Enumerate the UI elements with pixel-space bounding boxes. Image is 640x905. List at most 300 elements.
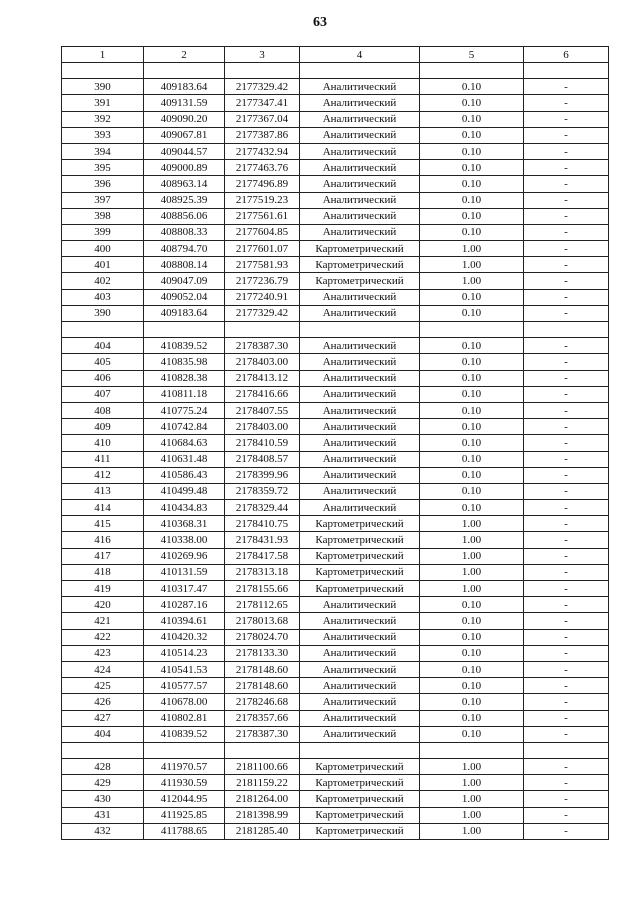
column-header: 3 xyxy=(225,47,300,63)
table-row xyxy=(62,435,609,451)
accuracy-cell: 0.10 xyxy=(420,386,524,402)
method-cell: Картометрический xyxy=(300,516,420,532)
point-number-cell: 404 xyxy=(62,726,144,742)
point-number-cell: 428 xyxy=(62,759,144,775)
point-number-cell: 422 xyxy=(62,629,144,645)
accuracy-cell: 0.10 xyxy=(420,289,524,305)
note-cell: - xyxy=(524,435,609,451)
table-row xyxy=(62,192,609,208)
y-coordinate-cell: 2177236.79 xyxy=(225,273,300,289)
point-number-cell: 432 xyxy=(62,823,144,839)
y-coordinate-cell: 2178408.57 xyxy=(225,451,300,467)
x-coordinate-cell: 409067.81 xyxy=(144,127,225,143)
x-coordinate-cell: 410317.47 xyxy=(144,581,225,597)
method-cell: Аналитический xyxy=(300,467,420,483)
y-coordinate-cell: 2178313.18 xyxy=(225,564,300,580)
x-coordinate-cell: 410678.00 xyxy=(144,694,225,710)
note-cell: - xyxy=(524,370,609,386)
point-number-cell: 392 xyxy=(62,111,144,127)
table-row xyxy=(62,95,609,111)
method-cell: Аналитический xyxy=(300,402,420,418)
x-coordinate-cell: 410742.84 xyxy=(144,419,225,435)
table-body xyxy=(62,63,609,840)
table-row xyxy=(62,354,609,370)
y-coordinate-cell: 2177367.04 xyxy=(225,111,300,127)
note-cell: - xyxy=(524,354,609,370)
y-coordinate-cell: 2181398.99 xyxy=(225,807,300,823)
x-coordinate-cell: 410499.48 xyxy=(144,483,225,499)
point-number-cell: 404 xyxy=(62,338,144,354)
accuracy-cell: 0.10 xyxy=(420,694,524,710)
x-coordinate-cell: 411925.85 xyxy=(144,807,225,823)
point-number-cell: 401 xyxy=(62,257,144,273)
y-coordinate-cell: 2178399.96 xyxy=(225,467,300,483)
table-row xyxy=(62,694,609,710)
method-cell: Картометрический xyxy=(300,532,420,548)
y-coordinate-cell: 2177604.85 xyxy=(225,224,300,240)
table-row xyxy=(62,710,609,726)
note-cell: - xyxy=(524,613,609,629)
accuracy-cell: 1.00 xyxy=(420,273,524,289)
accuracy-cell: 0.10 xyxy=(420,305,524,321)
table-row xyxy=(62,257,609,273)
table-row xyxy=(62,645,609,661)
point-number-cell: 402 xyxy=(62,273,144,289)
y-coordinate-cell: 2177601.07 xyxy=(225,241,300,257)
method-cell: Аналитический xyxy=(300,224,420,240)
table-row xyxy=(62,160,609,176)
note-cell: - xyxy=(524,111,609,127)
accuracy-cell: 0.10 xyxy=(420,500,524,516)
table-row xyxy=(62,419,609,435)
table-row xyxy=(62,597,609,613)
empty-cell xyxy=(300,63,420,79)
y-coordinate-cell: 2177329.42 xyxy=(225,79,300,95)
point-number-cell: 408 xyxy=(62,402,144,418)
accuracy-cell: 0.10 xyxy=(420,95,524,111)
accuracy-cell: 0.10 xyxy=(420,192,524,208)
x-coordinate-cell: 412044.95 xyxy=(144,791,225,807)
x-coordinate-cell: 409131.59 xyxy=(144,95,225,111)
y-coordinate-cell: 2178013.68 xyxy=(225,613,300,629)
point-number-cell: 418 xyxy=(62,564,144,580)
x-coordinate-cell: 410420.32 xyxy=(144,629,225,645)
table-row xyxy=(62,807,609,823)
x-coordinate-cell: 410514.23 xyxy=(144,645,225,661)
y-coordinate-cell: 2178407.55 xyxy=(225,402,300,418)
accuracy-cell: 0.10 xyxy=(420,613,524,629)
x-coordinate-cell: 410269.96 xyxy=(144,548,225,564)
accuracy-cell: 0.10 xyxy=(420,127,524,143)
table-row xyxy=(62,143,609,159)
point-number-cell: 411 xyxy=(62,451,144,467)
note-cell: - xyxy=(524,419,609,435)
x-coordinate-cell: 410839.52 xyxy=(144,338,225,354)
point-number-cell: 391 xyxy=(62,95,144,111)
point-number-cell: 395 xyxy=(62,160,144,176)
table-row xyxy=(62,111,609,127)
method-cell: Аналитический xyxy=(300,435,420,451)
point-number-cell: 397 xyxy=(62,192,144,208)
method-cell: Аналитический xyxy=(300,645,420,661)
column-header: 4 xyxy=(300,47,420,63)
point-number-cell: 396 xyxy=(62,176,144,192)
accuracy-cell: 1.00 xyxy=(420,516,524,532)
accuracy-cell: 0.10 xyxy=(420,645,524,661)
method-cell: Аналитический xyxy=(300,661,420,677)
accuracy-cell: 1.00 xyxy=(420,823,524,839)
table-row xyxy=(62,273,609,289)
note-cell: - xyxy=(524,273,609,289)
y-coordinate-cell: 2181100.66 xyxy=(225,759,300,775)
y-coordinate-cell: 2178410.59 xyxy=(225,435,300,451)
method-cell: Аналитический xyxy=(300,95,420,111)
table-row xyxy=(62,79,609,95)
x-coordinate-cell: 410811.18 xyxy=(144,386,225,402)
point-number-cell: 426 xyxy=(62,694,144,710)
accuracy-cell: 0.10 xyxy=(420,629,524,645)
point-number-cell: 416 xyxy=(62,532,144,548)
note-cell: - xyxy=(524,726,609,742)
x-coordinate-cell: 410131.59 xyxy=(144,564,225,580)
x-coordinate-cell: 410775.24 xyxy=(144,402,225,418)
method-cell: Картометрический xyxy=(300,257,420,273)
table-row xyxy=(62,791,609,807)
accuracy-cell: 0.10 xyxy=(420,451,524,467)
table-row xyxy=(62,176,609,192)
x-coordinate-cell: 409047.09 xyxy=(144,273,225,289)
table-row xyxy=(62,338,609,354)
method-cell: Аналитический xyxy=(300,710,420,726)
accuracy-cell: 0.10 xyxy=(420,208,524,224)
note-cell: - xyxy=(524,143,609,159)
note-cell: - xyxy=(524,176,609,192)
accuracy-cell: 1.00 xyxy=(420,257,524,273)
table-row xyxy=(62,516,609,532)
table-row xyxy=(62,386,609,402)
point-number-cell: 424 xyxy=(62,661,144,677)
method-cell: Аналитический xyxy=(300,419,420,435)
empty-cell xyxy=(62,322,144,338)
note-cell: - xyxy=(524,451,609,467)
accuracy-cell: 0.10 xyxy=(420,354,524,370)
method-cell: Аналитический xyxy=(300,678,420,694)
empty-cell xyxy=(62,742,144,758)
y-coordinate-cell: 2178431.93 xyxy=(225,532,300,548)
table-row xyxy=(62,370,609,386)
point-number-cell: 393 xyxy=(62,127,144,143)
accuracy-cell: 0.10 xyxy=(420,435,524,451)
note-cell: - xyxy=(524,483,609,499)
accuracy-cell: 1.00 xyxy=(420,807,524,823)
y-coordinate-cell: 2181159.22 xyxy=(225,775,300,791)
method-cell: Картометрический xyxy=(300,807,420,823)
x-coordinate-cell: 411930.59 xyxy=(144,775,225,791)
y-coordinate-cell: 2177519.23 xyxy=(225,192,300,208)
method-cell: Аналитический xyxy=(300,143,420,159)
y-coordinate-cell: 2178329.44 xyxy=(225,500,300,516)
empty-cell xyxy=(144,63,225,79)
accuracy-cell: 0.10 xyxy=(420,419,524,435)
method-cell: Аналитический xyxy=(300,386,420,402)
x-coordinate-cell: 410577.57 xyxy=(144,678,225,694)
point-number-cell: 406 xyxy=(62,370,144,386)
table-row xyxy=(62,678,609,694)
empty-cell xyxy=(62,63,144,79)
table-row xyxy=(62,467,609,483)
accuracy-cell: 0.10 xyxy=(420,176,524,192)
point-number-cell: 394 xyxy=(62,143,144,159)
method-cell: Картометрический xyxy=(300,823,420,839)
x-coordinate-cell: 409090.20 xyxy=(144,111,225,127)
note-cell: - xyxy=(524,775,609,791)
table-row xyxy=(62,823,609,839)
method-cell: Аналитический xyxy=(300,289,420,305)
contour-separator-row xyxy=(62,63,609,79)
table-row xyxy=(62,548,609,564)
accuracy-cell: 0.10 xyxy=(420,160,524,176)
note-cell: - xyxy=(524,678,609,694)
point-number-cell: 398 xyxy=(62,208,144,224)
method-cell: Аналитический xyxy=(300,176,420,192)
y-coordinate-cell: 2178387.30 xyxy=(225,726,300,742)
method-cell: Картометрический xyxy=(300,273,420,289)
note-cell: - xyxy=(524,532,609,548)
method-cell: Картометрический xyxy=(300,241,420,257)
note-cell: - xyxy=(524,807,609,823)
accuracy-cell: 0.10 xyxy=(420,483,524,499)
y-coordinate-cell: 2178403.00 xyxy=(225,354,300,370)
method-cell: Картометрический xyxy=(300,759,420,775)
column-header: 6 xyxy=(524,47,609,63)
x-coordinate-cell: 411788.65 xyxy=(144,823,225,839)
empty-cell xyxy=(300,322,420,338)
empty-cell xyxy=(524,63,609,79)
column-header: 5 xyxy=(420,47,524,63)
table-row xyxy=(62,775,609,791)
y-coordinate-cell: 2177432.94 xyxy=(225,143,300,159)
method-cell: Аналитический xyxy=(300,451,420,467)
accuracy-cell: 1.00 xyxy=(420,759,524,775)
empty-cell xyxy=(524,322,609,338)
method-cell: Аналитический xyxy=(300,305,420,321)
method-cell: Аналитический xyxy=(300,694,420,710)
empty-cell xyxy=(225,63,300,79)
empty-cell xyxy=(420,63,524,79)
accuracy-cell: 0.10 xyxy=(420,370,524,386)
note-cell: - xyxy=(524,79,609,95)
table-row xyxy=(62,726,609,742)
method-cell: Аналитический xyxy=(300,726,420,742)
note-cell: - xyxy=(524,305,609,321)
y-coordinate-cell: 2177581.93 xyxy=(225,257,300,273)
table-row xyxy=(62,451,609,467)
point-number-cell: 430 xyxy=(62,791,144,807)
y-coordinate-cell: 2178387.30 xyxy=(225,338,300,354)
note-cell: - xyxy=(524,289,609,305)
table-row xyxy=(62,224,609,240)
point-number-cell: 390 xyxy=(62,79,144,95)
x-coordinate-cell: 410586.43 xyxy=(144,467,225,483)
note-cell: - xyxy=(524,241,609,257)
empty-cell xyxy=(144,742,225,758)
method-cell: Картометрический xyxy=(300,581,420,597)
accuracy-cell: 1.00 xyxy=(420,241,524,257)
note-cell: - xyxy=(524,402,609,418)
note-cell: - xyxy=(524,127,609,143)
empty-cell xyxy=(420,742,524,758)
point-number-cell: 400 xyxy=(62,241,144,257)
note-cell: - xyxy=(524,95,609,111)
table-row xyxy=(62,759,609,775)
accuracy-cell: 0.10 xyxy=(420,661,524,677)
empty-cell xyxy=(225,322,300,338)
note-cell: - xyxy=(524,224,609,240)
method-cell: Аналитический xyxy=(300,613,420,629)
point-number-cell: 427 xyxy=(62,710,144,726)
point-number-cell: 407 xyxy=(62,386,144,402)
y-coordinate-cell: 2181285.40 xyxy=(225,823,300,839)
note-cell: - xyxy=(524,661,609,677)
note-cell: - xyxy=(524,823,609,839)
y-coordinate-cell: 2178133.30 xyxy=(225,645,300,661)
x-coordinate-cell: 410368.31 xyxy=(144,516,225,532)
y-coordinate-cell: 2178112.65 xyxy=(225,597,300,613)
note-cell: - xyxy=(524,338,609,354)
point-number-cell: 409 xyxy=(62,419,144,435)
x-coordinate-cell: 409052.04 xyxy=(144,289,225,305)
accuracy-cell: 0.10 xyxy=(420,678,524,694)
method-cell: Аналитический xyxy=(300,192,420,208)
y-coordinate-cell: 2178024.70 xyxy=(225,629,300,645)
method-cell: Аналитический xyxy=(300,111,420,127)
point-number-cell: 419 xyxy=(62,581,144,597)
accuracy-cell: 1.00 xyxy=(420,581,524,597)
table-row xyxy=(62,208,609,224)
x-coordinate-cell: 408963.14 xyxy=(144,176,225,192)
y-coordinate-cell: 2178148.60 xyxy=(225,661,300,677)
x-coordinate-cell: 409183.64 xyxy=(144,79,225,95)
method-cell: Аналитический xyxy=(300,127,420,143)
accuracy-cell: 1.00 xyxy=(420,775,524,791)
table-row xyxy=(62,661,609,677)
point-number-cell: 390 xyxy=(62,305,144,321)
table-row xyxy=(62,613,609,629)
table-row xyxy=(62,629,609,645)
empty-cell xyxy=(300,742,420,758)
accuracy-cell: 1.00 xyxy=(420,548,524,564)
table-row xyxy=(62,305,609,321)
y-coordinate-cell: 2178246.68 xyxy=(225,694,300,710)
method-cell: Картометрический xyxy=(300,548,420,564)
method-cell: Аналитический xyxy=(300,338,420,354)
note-cell: - xyxy=(524,710,609,726)
table-row xyxy=(62,500,609,516)
note-cell: - xyxy=(524,160,609,176)
table-header-row xyxy=(62,47,609,63)
accuracy-cell: 0.10 xyxy=(420,338,524,354)
contour-separator-row xyxy=(62,322,609,338)
method-cell: Картометрический xyxy=(300,775,420,791)
x-coordinate-cell: 410434.83 xyxy=(144,500,225,516)
accuracy-cell: 0.10 xyxy=(420,597,524,613)
y-coordinate-cell: 2178155.66 xyxy=(225,581,300,597)
point-number-cell: 413 xyxy=(62,483,144,499)
method-cell: Аналитический xyxy=(300,483,420,499)
note-cell: - xyxy=(524,791,609,807)
accuracy-cell: 0.10 xyxy=(420,726,524,742)
note-cell: - xyxy=(524,500,609,516)
accuracy-cell: 0.10 xyxy=(420,79,524,95)
table-row xyxy=(62,483,609,499)
method-cell: Картометрический xyxy=(300,791,420,807)
x-coordinate-cell: 410287.16 xyxy=(144,597,225,613)
x-coordinate-cell: 410802.81 xyxy=(144,710,225,726)
x-coordinate-cell: 410839.52 xyxy=(144,726,225,742)
empty-cell xyxy=(420,322,524,338)
accuracy-cell: 1.00 xyxy=(420,791,524,807)
x-coordinate-cell: 411970.57 xyxy=(144,759,225,775)
y-coordinate-cell: 2181264.00 xyxy=(225,791,300,807)
x-coordinate-cell: 409000.89 xyxy=(144,160,225,176)
x-coordinate-cell: 409183.64 xyxy=(144,305,225,321)
y-coordinate-cell: 2178359.72 xyxy=(225,483,300,499)
table-row xyxy=(62,581,609,597)
x-coordinate-cell: 410684.63 xyxy=(144,435,225,451)
y-coordinate-cell: 2178148.60 xyxy=(225,678,300,694)
note-cell: - xyxy=(524,467,609,483)
method-cell: Аналитический xyxy=(300,370,420,386)
note-cell: - xyxy=(524,694,609,710)
y-coordinate-cell: 2178416.66 xyxy=(225,386,300,402)
method-cell: Аналитический xyxy=(300,597,420,613)
column-header: 1 xyxy=(62,47,144,63)
note-cell: - xyxy=(524,645,609,661)
x-coordinate-cell: 408856.06 xyxy=(144,208,225,224)
empty-cell xyxy=(524,742,609,758)
y-coordinate-cell: 2177463.76 xyxy=(225,160,300,176)
x-coordinate-cell: 410394.61 xyxy=(144,613,225,629)
y-coordinate-cell: 2178413.12 xyxy=(225,370,300,386)
x-coordinate-cell: 410338.00 xyxy=(144,532,225,548)
note-cell: - xyxy=(524,192,609,208)
note-cell: - xyxy=(524,516,609,532)
table-row xyxy=(62,241,609,257)
page-number: 63 xyxy=(313,15,327,30)
point-number-cell: 405 xyxy=(62,354,144,370)
x-coordinate-cell: 408925.39 xyxy=(144,192,225,208)
method-cell: Аналитический xyxy=(300,79,420,95)
note-cell: - xyxy=(524,257,609,273)
y-coordinate-cell: 2177496.89 xyxy=(225,176,300,192)
accuracy-cell: 0.10 xyxy=(420,402,524,418)
x-coordinate-cell: 410835.98 xyxy=(144,354,225,370)
coordinates-table xyxy=(61,46,609,840)
accuracy-cell: 0.10 xyxy=(420,111,524,127)
method-cell: Аналитический xyxy=(300,160,420,176)
x-coordinate-cell: 408794.70 xyxy=(144,241,225,257)
point-number-cell: 417 xyxy=(62,548,144,564)
y-coordinate-cell: 2178403.00 xyxy=(225,419,300,435)
note-cell: - xyxy=(524,581,609,597)
point-number-cell: 429 xyxy=(62,775,144,791)
point-number-cell: 423 xyxy=(62,645,144,661)
note-cell: - xyxy=(524,629,609,645)
method-cell: Аналитический xyxy=(300,629,420,645)
method-cell: Картометрический xyxy=(300,564,420,580)
y-coordinate-cell: 2178357.66 xyxy=(225,710,300,726)
table-row xyxy=(62,127,609,143)
